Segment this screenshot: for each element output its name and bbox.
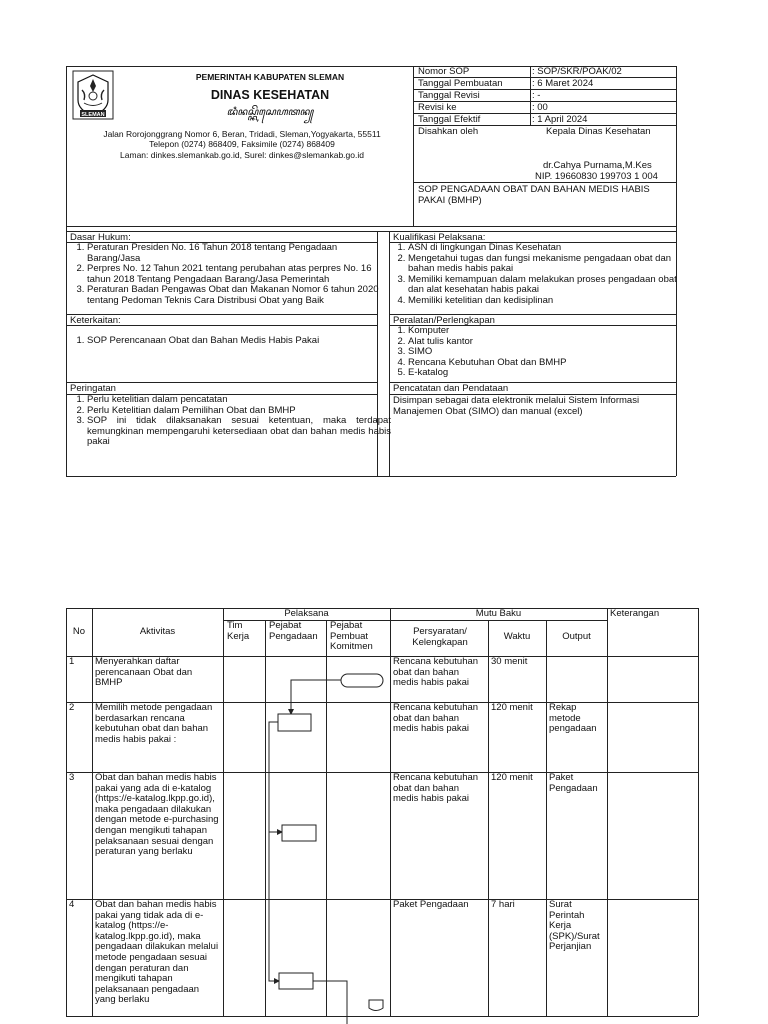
header-output: Output (562, 631, 591, 642)
list-item: 1. Komputer (408, 326, 690, 337)
header-persyaratan: Persyaratan/ Kelengkapan (412, 626, 468, 648)
approval-label: Disahkan oleh (418, 126, 479, 137)
list-item: 2. Perlu Ketelitian dalam Pemilihan Obat dan BMHP (87, 406, 391, 417)
phone-fax: Telepon (0274) 868409, Faksimile (0274) 868409 (149, 139, 335, 149)
header-keterangan: Keterangan (610, 608, 660, 619)
meta-label-pembuatan: Tanggal Pembuatan (418, 78, 503, 89)
row3-output: Paket Pengadaan (549, 772, 598, 794)
row2-no: 2 (69, 702, 75, 713)
list-item: 3. Peraturan Badan Pengawas Obat dan Makanan Nomor 6 tahun 2020 tentang Pedoman Teknis Cara Distribusi Obat yang Baik (87, 285, 391, 306)
sop-title: SOP PENGADAAN OBAT DAN BAHAN MEDIS HABIS PAKAI (BMHP) (418, 184, 650, 206)
list-item: 2. Perpres No. 12 Tahun 2021 tentang perubahan atas perpres No. 16 tahun 2018 Tentang Pengadaan Barang/Jasa Pemerintah (87, 264, 391, 285)
header-pejabat-pengadaan: Pejabat Pengadaan (269, 620, 318, 642)
meta-value-efektif: : 1 April 2024 (532, 114, 588, 125)
javanese-script: ꦢꦶꦤꦱ꧀ꦏꦼꦱꦺꦲꦠꦤ꧀ (226, 107, 314, 118)
row3-persyaratan: Rencana kebutuhan obat dan bahan medis habis pakai (393, 772, 479, 805)
meta-label-efektif: Tanggal Efektif (418, 114, 481, 125)
keterkaitan-title: Keterkaitan: (70, 315, 121, 326)
row4-persyaratan: Paket Pengadaan (393, 899, 469, 910)
row2-aktivitas: Memilih metode pengadaan berdasarkan rencana kebutuhan obat dan bahan medis habis pakai : (95, 702, 213, 745)
svg-text:SLEMAN: SLEMAN (81, 112, 105, 118)
approval-name: dr.Cahya Purnama,M.Kes (543, 160, 652, 171)
pencatatan-text: Disimpan sebagai data elektronik melalui Sistem Informasi Manajemen Obat (SIMO) dan manual (excel) (393, 395, 640, 417)
header-pelaksana: Pelaksana (284, 608, 329, 619)
list-item: 3. Memiliki kemampuan dalam melakukan proses pengadaan obat dan alat kesehatan habis pakai (408, 275, 690, 296)
meta-value-revisike: : 00 (532, 102, 548, 113)
row1-aktivitas: Menyerahkan daftar perencanaan Obat dan BMHP (95, 656, 193, 689)
list-item: 1. Peraturan Presiden No. 16 Tahun 2018 tentang Pengadaan Barang/Jasa (87, 243, 391, 264)
list-item: 5. E-katalog (408, 368, 690, 379)
flow-connector-1-2 (291, 680, 341, 714)
approval-nip: NIP. 19660830 199703 1 004 (535, 171, 658, 182)
flow-connector-4-next (313, 981, 347, 1024)
flow-process-4 (279, 973, 313, 989)
meta-value-pembuatan: : 6 Maret 2024 (532, 78, 594, 89)
row3-aktivitas: Obat dan bahan medis habis pakai yang ada di e-katalog (https://e-katalog.lkpp.go.id), maka pengadaan dilakukan dengan metode e-purchasing dengan mengikuti tahapan pelaksanaan sesuai dengan peraturan yang berlaku (95, 772, 219, 858)
department-name: DINAS KESEHATAN (210, 88, 330, 102)
list-item: 3. SOP ini tidak dilaksanakan sesuai ketentuan, maka terdapat kemungkinan mempengaruhi ketersediaan obat dan bahan medis habis pakai (87, 416, 391, 448)
row1-persyaratan: Rencana kebutuhan obat dan bahan medis habis pakai (393, 656, 479, 689)
meta-label-revisike: Revisi ke (418, 102, 457, 113)
list-item: 4. Memiliki ketelitian dan kedisiplinan (408, 296, 690, 307)
peringatan-title: Peringatan (70, 383, 116, 394)
pencatatan-title: Pencatatan dan Pendataan (393, 383, 509, 394)
row4-no: 4 (69, 899, 75, 910)
row2-persyaratan: Rencana kebutuhan obat dan bahan medis habis pakai (393, 702, 479, 735)
flow-connector-2-3 (269, 722, 282, 832)
row2-waktu: 120 menit (491, 702, 533, 713)
list-item: 4. Rencana Kebutuhan Obat dan BMHP (408, 358, 690, 369)
row1-waktu: 30 menit (491, 656, 528, 667)
flow-process-3 (282, 825, 316, 841)
row4-aktivitas: Obat dan bahan medis habis pakai yang tidak ada di e-katalog (https://e-katalog.lkpp.go.id), maka pengadaan dilakukan melalui metode pengadaan sesuai dengan peraturan dan mengikuti tahapan pelaksanaan pengadaan yang berlaku (95, 899, 219, 1006)
list-item: 1. ASN di lingkungan Dinas Kesehatan (408, 243, 690, 254)
dasar-hukum-title: Dasar Hukum: (70, 232, 131, 243)
flow-document-4 (369, 1000, 383, 1011)
meta-value-nomor: : SOP/SKR/POAK/02 (532, 66, 622, 77)
list-item: 2. Mengetahui tugas dan fungsi mekanisme pengadaan obat dan bahan medis habis pakai (408, 254, 690, 275)
row3-no: 3 (69, 772, 75, 783)
header-aktivitas: Aktivitas (139, 626, 176, 637)
flow-terminator-start (341, 674, 383, 687)
row1-no: 1 (69, 656, 75, 667)
list-item: 1. Perlu ketelitian dalam pencatatan (87, 395, 391, 406)
row2-output: Rekap metode pengadaan (549, 702, 597, 735)
meta-label-revisi: Tanggal Revisi (418, 90, 480, 101)
header-ppk: Pejabat Pembuat Komitmen (330, 620, 373, 653)
kualifikasi-title: Kualifikasi Pelaksana: (393, 232, 486, 243)
header-tim-kerja: Tim Kerja (227, 620, 250, 642)
row4-waktu: 7 hari (491, 899, 515, 910)
list-item: 3. SIMO (408, 347, 690, 358)
peralatan-title: Peralatan/Perlengkapan (393, 315, 495, 326)
government-name: PEMERINTAH KABUPATEN SLEMAN (195, 72, 345, 82)
row3-waktu: 120 menit (491, 772, 533, 783)
list-item: 2. Alat tulis kantor (408, 337, 690, 348)
flow-process-2 (278, 714, 311, 731)
approval-position: Kepala Dinas Kesehatan (546, 126, 651, 137)
meta-label-nomor: Nomor SOP (418, 66, 470, 77)
list-item: 1. SOP Perencanaan Obat dan Bahan Medis Habis Pakai (87, 336, 391, 347)
address: Jalan Rorojonggrang Nomor 6, Beran, Tridadi, Sleman,Yogyakarta, 55511 (103, 129, 381, 139)
row4-output: Surat Perintah Kerja (SPK)/Surat Perjanjian (549, 899, 600, 953)
meta-value-revisi: : - (532, 90, 541, 101)
header-no: No (72, 626, 86, 637)
header-mutu-baku: Mutu Baku (475, 608, 522, 619)
header-waktu: Waktu (503, 631, 531, 642)
website-email: Laman: dinkes.slemankab.go.id, Surel: dinkes@slemankab.go.id (120, 150, 364, 160)
flow-connector-2-4 (269, 832, 279, 981)
